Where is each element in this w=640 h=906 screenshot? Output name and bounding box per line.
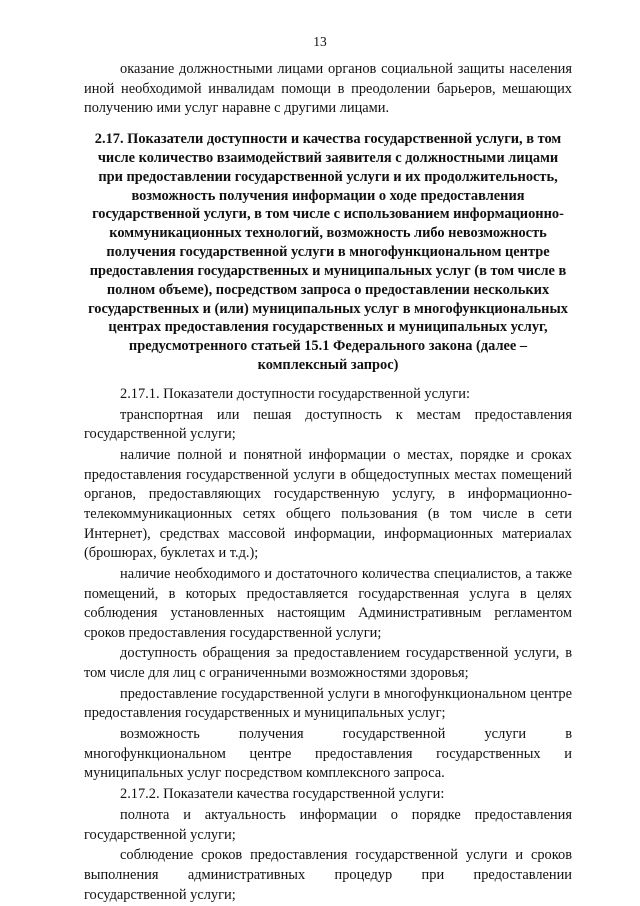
paragraph-specialists-premises: наличие необходимого и достаточного количества специалистов, а также помещений, в которых предоставляется государственная услуга в целях соблюдения установленных настоящим Административным регламентом сроков предоставления государственной услуги; bbox=[84, 565, 572, 641]
section-body bbox=[84, 385, 572, 906]
paragraph-mfc-provision: предоставление государственной услуги в многофункциональном центре предоставления государственных и муниципальных услуг; bbox=[84, 685, 572, 722]
paragraph-2-17-1: 2.17.1. Показатели доступности государственной услуги: bbox=[120, 386, 470, 402]
paragraph-deadlines: соблюдение сроков предоставления государственной услуги и сроков выполнения административных процедур при предоставлении государственной услуги; bbox=[84, 847, 572, 903]
intro-block bbox=[84, 60, 572, 119]
paragraph-information-availability: наличие полной и понятной информации о местах, порядке и сроках предоставления государственной услуги в общедоступных местах помещений органов, предоставляющих государственную услугу, в информационно-телекоммуникационных сетях общего пользования (в том числе в сети Интернет), средствах массовой информации, информационных материалах (брошюрах, буклетах и т.д.); bbox=[84, 447, 572, 562]
paragraph-information-completeness: полнота и актуальность информации о порядке предоставления государственной услуги; bbox=[84, 806, 572, 843]
intro-paragraph: оказание должностными лицами органов социальной защиты населения иной необходимой инвалидам помощи в преодолении барьеров, мешающих получению ими услуг наравне с другими лицами. bbox=[84, 61, 572, 117]
page-number: 13 bbox=[313, 34, 327, 49]
paragraph-complex-request: возможность получения государственной услуги в многофункциональном центре предоставления государственных и муниципальных услуг посредством комплексного запроса. bbox=[84, 726, 572, 782]
paragraph-accessibility: доступность обращения за предоставлением государственной услуги, в том числе для лиц с ограниченными возможностями здоровья; bbox=[84, 645, 572, 682]
section-heading: 2.17. Показатели доступности и качества государственной услуги, в том числе количество взаимодействий заявителя с должностными лицами при предоставлении государственной услуги и их продолжительность, возможность получения информации о ходе предоставления государственной услуги, в том числе с использованием информационно-коммуникационных технологий, возможность либо невозможность получения государственной услуги в многофункциональном центре предоставления государственных и муниципальных услуг (в том числе в полном объеме), посредством запроса о предоставлении нескольких государственных и (или) муниципальных услуг в многофункциональных центрах предоставления государственных и муниципальных услуг, предусмотренного статьей 15.1 Федерального закона (далее – комплексный запрос) bbox=[88, 131, 568, 374]
paragraph-2-17-2: 2.17.2. Показатели качества государственной услуги: bbox=[120, 786, 445, 803]
paragraph-transport-access: транспортная или пешая доступность к местам предоставления государственной услуги; bbox=[84, 406, 572, 443]
